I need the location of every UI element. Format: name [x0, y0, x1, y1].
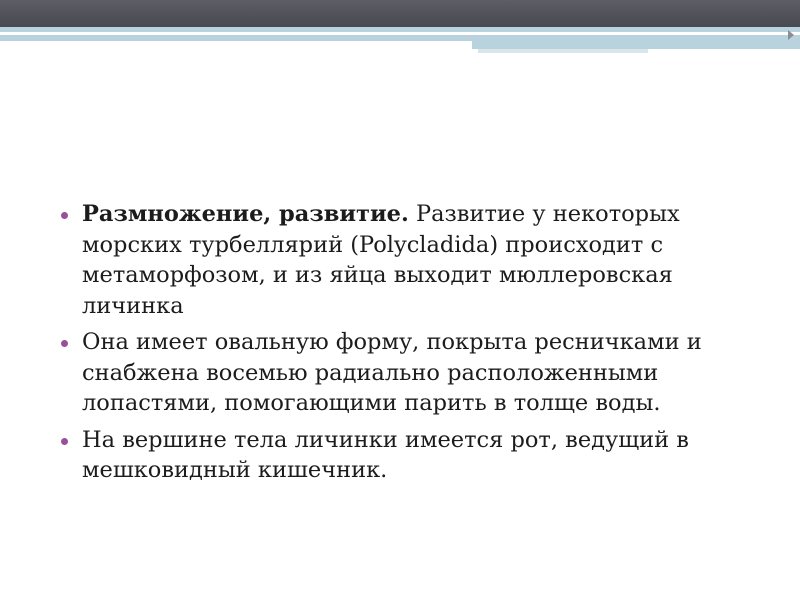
header-band-dark — [0, 0, 800, 27]
bullet-item-shape — [58, 327, 758, 419]
bullet-dot-icon — [61, 340, 68, 347]
header-band-accent-block-light — [478, 49, 648, 53]
bullet-item-reproduction — [58, 199, 758, 321]
slide-body — [58, 199, 758, 492]
bullet-dot-icon — [61, 438, 68, 445]
bullet-text: На вершине тела личинки имеется рот, ведущий в мешковидный кишечник. — [82, 426, 689, 483]
corner-triangle-icon — [788, 30, 794, 40]
bullet-dot-icon — [61, 212, 68, 219]
header-band-accent-block — [472, 39, 800, 49]
bullet-list — [58, 199, 758, 486]
bullet-item-mouth — [58, 425, 758, 486]
bullet-text: Развитие у некоторых морских турбеллярий (Polycladida) происходит с метаморфозом, и из яйца выходит мюллеровская личинка — [82, 201, 680, 319]
bullet-lead-text: Размножение, развитие. — [82, 201, 409, 227]
bullet-text: Она имеет овальную форму, покрыта ресничками и снабжена восемью радиально расположенными лопастями, помогающими парить в толще воды. — [82, 329, 702, 416]
